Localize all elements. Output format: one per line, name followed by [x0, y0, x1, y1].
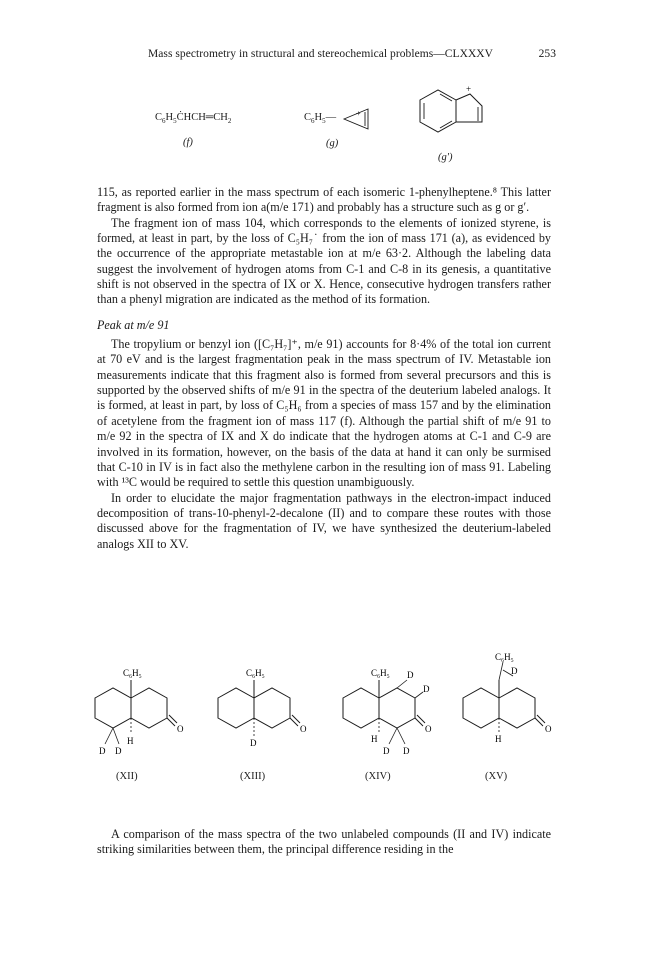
xiv-h: H — [371, 734, 378, 744]
running-header — [148, 48, 556, 60]
f-hydrogen: H — [165, 112, 174, 123]
body-text-bottom — [97, 827, 551, 858]
xii-d2: D — [115, 746, 122, 756]
compound-xv — [463, 652, 552, 744]
section-heading: Peak at m/e 91 — [97, 317, 170, 332]
xv-h: H — [495, 734, 502, 744]
svg-text:+: + — [466, 86, 472, 94]
xiv-substituent: C₆H₅ — [371, 668, 390, 678]
f-carbon: C — [155, 112, 163, 123]
page-number: 253 — [538, 48, 556, 60]
caption-xii: (XII) — [116, 771, 138, 782]
xiv-d2: D — [403, 746, 410, 756]
svg-text:O: O — [425, 724, 432, 734]
paragraph-3: The tropylium or benzyl ion ([C₇H₇]⁺, m/e 91) accounts for 8·4% of the total ion current at 70 eV and is the largest fragmentation peak in the mass spectrum of IV. Metastable ion measurements indicate that this fragment also is formed from several precursors and this is supported by the observed shifts of m/e 91 in the spectra of the deuterium labeled analogs. It is formed, at least in part, by loss of C₅H₆ from a species of mass 157 and by the elimination of acetylene from the fragment ion of mass 117 (f). Although the partial shift of m/e 91 to m/e 92 in the spectra of IX and X do indicate that the hydrogen atoms at C-1 and C-9 are involved in its formation, however, on the basis of the data at hand it can only be surmised that C-10 in IV is in fact also the methylene carbon in the resulting ion of mass 91. Labeling with ¹³C would be required to settle this question unambiguously. — [97, 337, 551, 490]
structure-f-label: (f) — [183, 137, 193, 148]
structure-g-prime-label: (g′) — [438, 152, 453, 163]
xii-h: H — [127, 736, 134, 746]
f-chain: ĊHCH═CH — [176, 112, 228, 123]
compound-xiv — [343, 668, 432, 756]
xv-substituent: C₆H₅ — [495, 652, 514, 662]
xii-substituent: C₆H₅ — [123, 668, 142, 678]
compounds-figure — [75, 650, 575, 780]
cyclopropenium-ring-structure — [340, 104, 376, 134]
paragraph-5: A comparison of the mass spectra of the two unlabeled compounds (II and IV) indicate striking similarities between them, the principal difference residing in the — [97, 827, 551, 857]
caption-xv: (XV) — [485, 771, 508, 782]
svg-text:+: + — [356, 109, 361, 118]
caption-xiv: (XIV) — [365, 771, 391, 782]
xiv-d3: D — [407, 670, 414, 680]
running-title: Mass spectrometry in structural and stereochemical problems—CLXXXV — [148, 48, 494, 60]
svg-text:O: O — [545, 724, 552, 734]
xiv-d4: D — [423, 684, 430, 694]
xiv-d1: D — [383, 746, 390, 756]
xiii-d: D — [250, 738, 257, 748]
structure-g-label: (g) — [326, 138, 339, 149]
svg-text:O: O — [177, 724, 184, 734]
paragraph-2: The fragment ion of mass 104, which corresponds to the elements of ionized styrene, is formed, at least in part, by the loss of C₅H₇˙ from the ion of mass 171 (a), as evidenced by the occurrence of the appropriate metastable ion at m/e 63·2. Although the labeling data suggest the involvement of hydrogen atoms from C-1 and C-8 in its genesis, a quantitative shift is not observed in the spectra of IX or X. Hence, consecutive hydrogen transfers rather than a phenyl migration are indicated as the method of its formation. — [97, 215, 551, 307]
paragraph-4: In order to elucidate the major fragmentation pathways in the electron-impact induced decomposition of trans-10-phenyl-2-decalone (II) and to compare these routes with those discussed above for the fragmentation of IV, we have synthesized the deuterium-labeled analogs XII to XV. — [97, 490, 551, 551]
compound-xiii — [218, 668, 307, 748]
structure-g-prime-drawing — [404, 86, 494, 146]
structure-f-formula: $C_6H_5ĊHCH═CH_2$ — [155, 112, 232, 126]
xv-d: D — [511, 666, 518, 676]
caption-xiii: (XIII) — [240, 771, 266, 782]
paragraph-1: 115, as reported earlier in the mass spectrum of each isomeric 1-phenylheptene.⁸ This latter fragment is also formed from ion a(m/e 171) and probably has a structure such as g or g′. — [97, 185, 551, 215]
svg-text:O: O — [300, 724, 307, 734]
compound-xii — [95, 668, 184, 756]
xii-d1: D — [99, 746, 106, 756]
g-carbon: C — [304, 112, 312, 123]
xiii-substituent: C₆H₅ — [246, 668, 265, 678]
structure-g-formula: $C_6H_5—$ — [304, 112, 337, 126]
body-text — [97, 185, 551, 552]
